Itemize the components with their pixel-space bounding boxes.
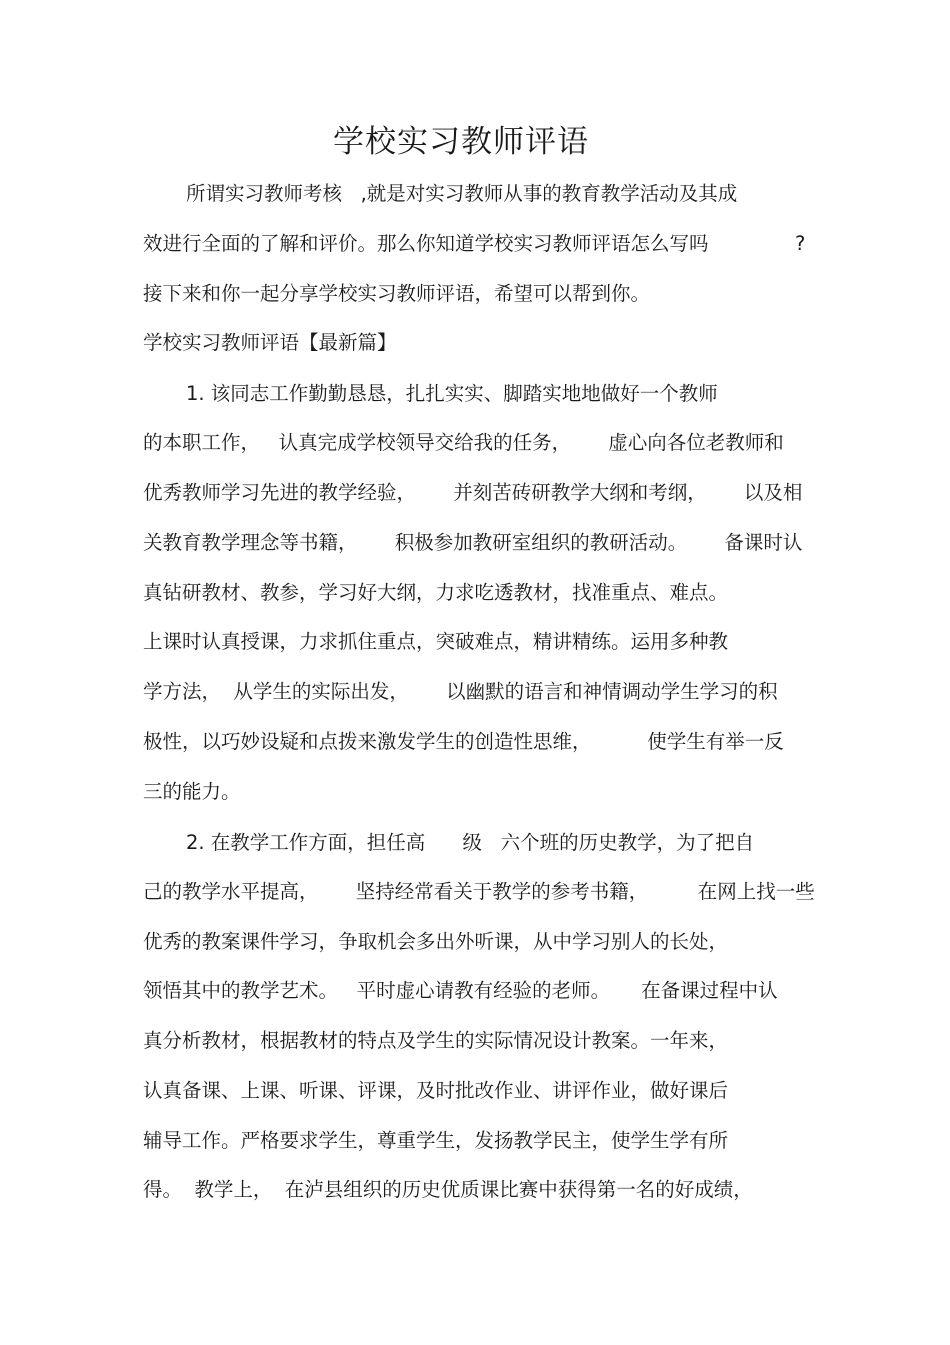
text-line-1: 所谓实习教师考核 ,就是对实习教师从事的教育教学活动及其成 — [186, 182, 738, 205]
text-line-16: 优秀的教案课件学习，争取机会多出外听课，从中学习别人的长处， — [143, 930, 729, 953]
text-line-13: 三的能力。 — [143, 780, 241, 803]
text-line-14: 2. 在教学工作方面，担任高 级 六个班的历史教学，为了把自 — [186, 831, 755, 854]
text-line-11: 学方法， 从学生的实际出发， 以幽默的语言和神情调动学生学习的积 — [143, 680, 778, 703]
text-line-18: 真分析教材，根据教材的特点及学生的实际情况设计教案。一年来， — [143, 1029, 729, 1052]
text-line-2-end: ? — [795, 232, 806, 255]
text-line-19: 认真备课、上课、听课、评课，及时批改作业、讲评作业，做好课后 — [143, 1079, 729, 1102]
text-line-9: 真钻研教材、教参，学习好大纲，力求吃透教材，找准重点、难点。 — [143, 581, 729, 604]
text-line-2: 效进行全面的了解和评价。那么你知道学校实习教师评语怎么写吗 — [143, 232, 709, 255]
document-title: 学校实习教师评语 — [333, 124, 589, 160]
text-line-15: 己的教学水平提高， 坚持经常看关于教学的参考书籍， 在网上找一些 — [143, 880, 815, 903]
text-line-5: 1. 该同志工作勤勤恳恳，扎扎实实、脚踏实地地做好一个教师 — [186, 382, 718, 405]
text-line-10: 上课时认真授课，力求抓住重点，突破难点，精讲精练。运用多种教 — [143, 630, 729, 653]
text-line-3: 接下来和你一起分享学校实习教师评语，希望可以帮到你。 — [143, 282, 651, 305]
text-line-12: 极性，以巧妙设疑和点拨来激发学生的创造性思维， 使学生有举一反 — [143, 730, 784, 753]
text-line-20: 辅导工作。严格要求学生，尊重学生，发扬教学民主，使学生学有所 — [143, 1129, 729, 1152]
text-line-21: 得。 教学上， 在泸县组织的历史优质课比赛中获得第一名的好成绩， — [143, 1178, 753, 1201]
section-heading: 学校实习教师评语【最新篇】 — [143, 331, 397, 354]
text-line-17: 领悟其中的教学艺术。 平时虚心请教有经验的老师。 在备课过程中认 — [143, 979, 778, 1002]
text-line-8: 关教育教学理念等书籍， 积极参加教研室组织的教研活动。 备课时认 — [143, 531, 803, 554]
text-line-6: 的本职工作， 认真完成学校领导交给我的任务， 虚心向各位老教师和 — [143, 431, 784, 454]
text-line-7: 优秀教师学习先进的教学经验， 并刻苦砖研教学大纲和考纲， 以及相 — [143, 481, 803, 504]
